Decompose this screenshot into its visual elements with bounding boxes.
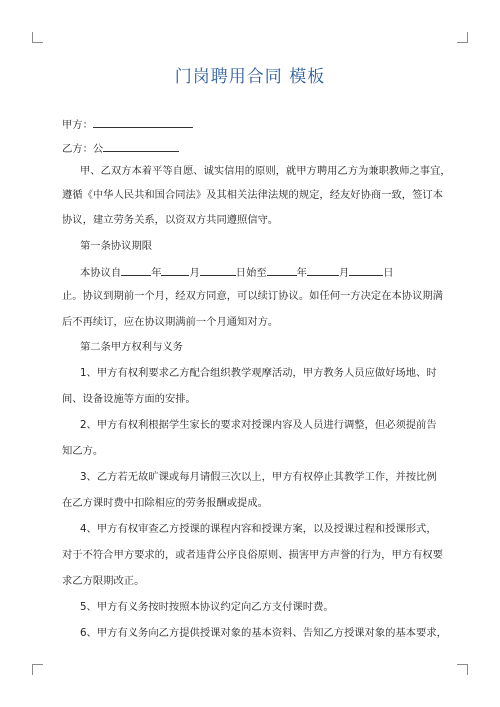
end-month-blank[interactable] (307, 264, 339, 276)
term-day-2: 日 (383, 267, 394, 279)
party-b-label: 乙方：公 (62, 143, 104, 155)
document-title: 门岗聘用合同 模板 (174, 67, 326, 87)
item-1-line-2: 间、设备设施等方面的安排。 (62, 393, 196, 405)
item-2-line-1: 2、甲方有权利根据学生家长的要求对授课内容及人员进行调整，但必须提前告 (80, 419, 437, 431)
start-month-blank[interactable] (161, 264, 189, 276)
term-month-1: 月 (189, 267, 200, 279)
party-a-label: 甲方： (62, 119, 93, 131)
item-3-line-1: 3、乙方若无故旷课或每月请假三次以上，甲方有权停止其教学工作，并按比例 (80, 471, 437, 483)
item-6-line-1: 6、甲方有义务向乙方提供授课对象的基本资料、告知乙方授课对象的基本要求， (80, 627, 447, 639)
item-4-line-1: 4、甲方有权审查乙方授课的课程内容和授课方案，以及授课过程和授课形式， (80, 523, 437, 535)
item-3-line-2: 在乙方课时费中扣除相应的劳务报酬或提成。 (62, 497, 268, 509)
term-line-2: 止。协议到期前一个月，经双方同意，可以续订协议。如任何一方决定在本协议期满 (62, 290, 443, 302)
party-b-blank[interactable] (103, 140, 179, 152)
term-line (80, 264, 458, 280)
section-2-heading: 第二条甲方权利与义务 (80, 341, 183, 353)
term-year-1: 年 (151, 267, 162, 279)
item-1-line-1: 1、甲方有权利要求乙方配合组织教学观摩活动，甲方教务人员应做好场地、时 (80, 367, 437, 379)
item-2-line-2: 知乙方。 (62, 445, 104, 457)
item-4-line-3: 求乙方限期改正。 (62, 575, 145, 587)
intro-line-2: 遵循《中华人民共和国合同法》及其相关法律法规的规定，经友好协商一致，签订本 (62, 189, 443, 201)
party-a-line (62, 116, 440, 132)
section-1-heading: 第一条协议期限 (80, 240, 153, 252)
term-lead: 本协议自 (80, 267, 122, 279)
item-4-line-2: 对于不符合甲方要求的，或者违背公序良俗原则、损害甲方声誉的行为，甲方有权要 (62, 549, 443, 561)
term-line-3: 后不再续订，应在协议期满前一个月通知对方。 (62, 316, 279, 328)
crop-mark-bottom-right (457, 664, 468, 675)
start-day-blank[interactable] (200, 264, 236, 276)
start-year-blank[interactable] (121, 264, 151, 276)
party-b-line (62, 140, 440, 156)
crop-mark-bottom-left (32, 664, 43, 675)
term-year-2: 年 (296, 267, 307, 279)
intro-line-1: 甲、乙双方本着平等自愿、诚实信用的原则，就甲方聘用乙方为兼职教师之事宜， (80, 165, 451, 177)
item-5-line-1: 5、甲方有义务按时按照本协议约定向乙方支付课时费。 (80, 601, 334, 613)
crop-mark-top-right (457, 32, 468, 43)
party-a-blank[interactable] (93, 116, 193, 128)
term-day-1: 日始至 (235, 267, 267, 279)
end-day-blank[interactable] (349, 264, 383, 276)
crop-mark-top-left (32, 32, 43, 43)
end-year-blank[interactable] (267, 264, 297, 276)
term-month-2: 月 (338, 267, 350, 279)
intro-line-3: 协议，建立劳务关系，以资双方共同遵照信守。 (62, 214, 279, 226)
